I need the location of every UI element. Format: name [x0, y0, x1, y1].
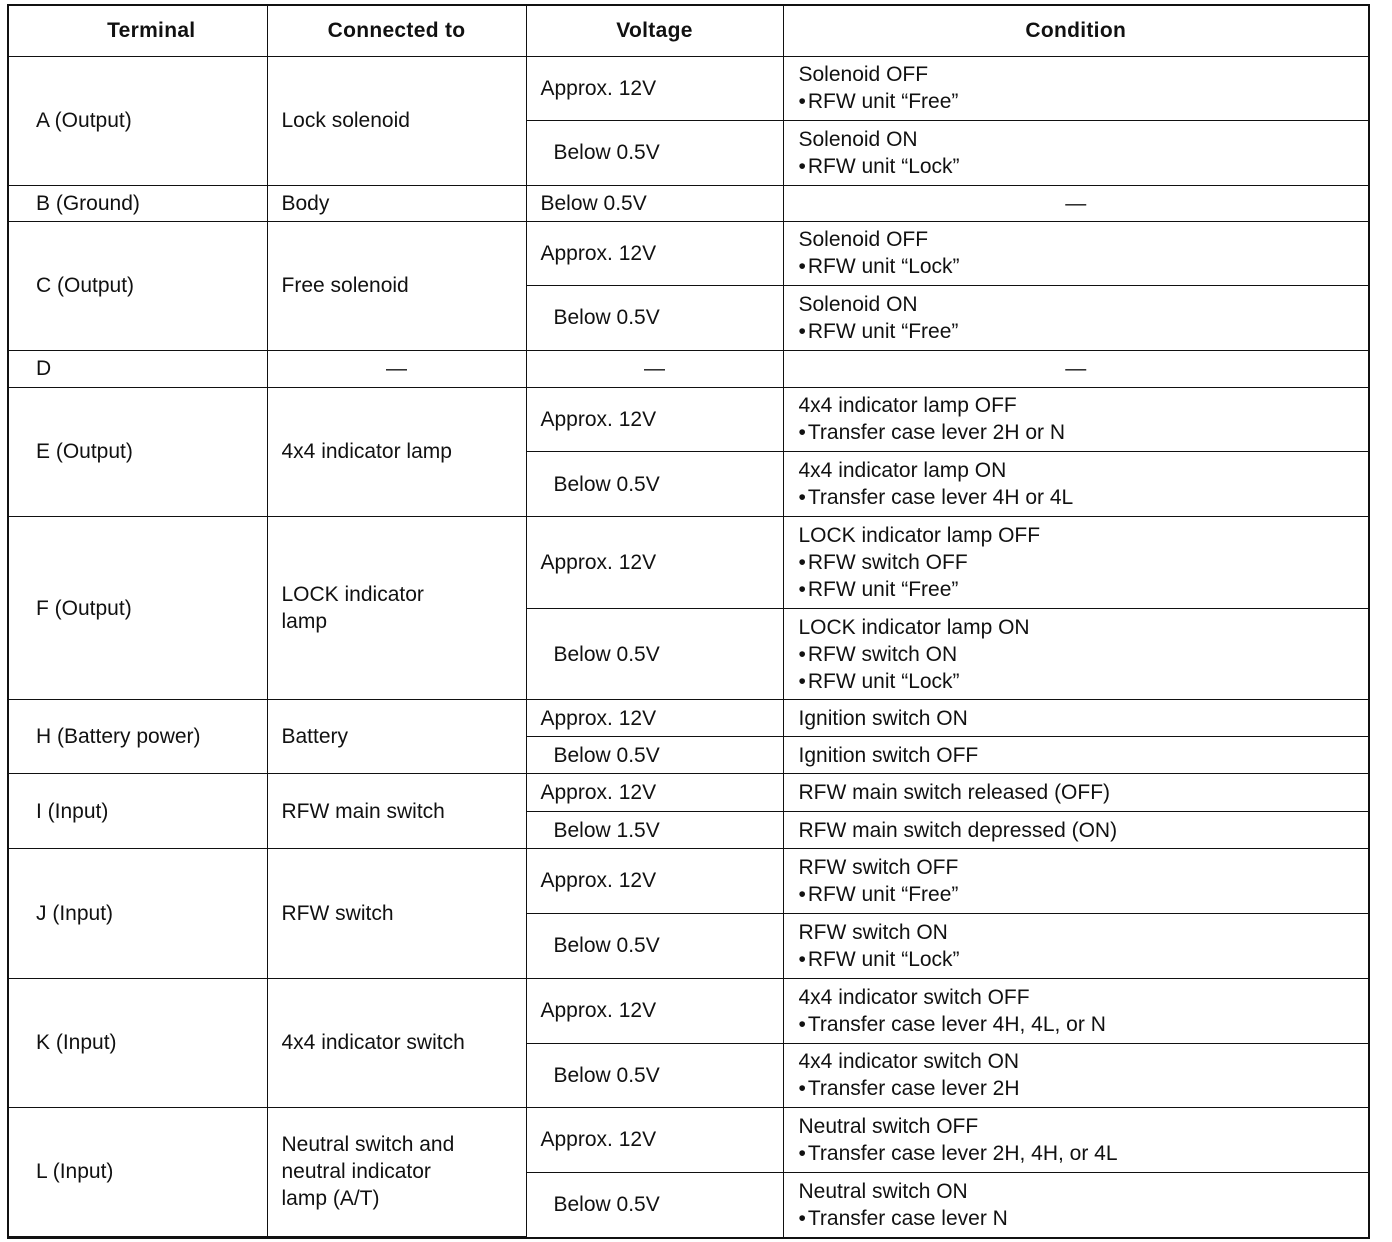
- condition-cell: [783, 120, 1368, 185]
- condition-line: Solenoid ON: [798, 292, 918, 316]
- voltage-cell: [526, 978, 783, 1043]
- voltage-cell: [526, 517, 783, 609]
- terminal-cell: [9, 517, 267, 700]
- condition-cell: [783, 350, 1368, 387]
- connected-to-line: Free solenoid: [281, 274, 409, 298]
- condition-cell: [783, 1043, 1368, 1107]
- voltage-cell: [526, 609, 783, 700]
- condition-line: Ignition switch OFF: [798, 743, 979, 767]
- connected-to-cell: [267, 774, 526, 849]
- voltage-cell: [526, 56, 783, 120]
- connected-to-line: RFW switch: [281, 902, 394, 926]
- voltage-value: —: [644, 357, 665, 381]
- condition-cell: [783, 451, 1368, 516]
- condition-line: RFW switch ON: [798, 920, 948, 944]
- table-body: [9, 56, 1368, 1237]
- condition-cell: [783, 609, 1368, 700]
- condition-bullet: • RFW unit “Lock”: [799, 946, 1369, 973]
- connected-to-line: 4x4 indicator switch: [281, 1031, 465, 1055]
- voltage-cell: [526, 285, 783, 350]
- table-row: [9, 1107, 1368, 1172]
- voltage-cell: [526, 221, 783, 285]
- condition-line: —: [1065, 357, 1087, 381]
- condition-cell: [783, 737, 1368, 774]
- condition-bullet: • RFW unit “Lock”: [799, 153, 1369, 180]
- voltage-value: Below 1.5V: [553, 818, 660, 842]
- condition-cell: [783, 1107, 1368, 1172]
- voltage-value: Approx. 12V: [540, 999, 657, 1023]
- terminal-cell: [9, 774, 267, 849]
- terminal-cell: [9, 1107, 267, 1236]
- condition-cell: [783, 285, 1368, 350]
- condition-cell: [783, 56, 1368, 120]
- terminal-label: E (Output): [36, 440, 133, 464]
- condition-bullet: • RFW unit “Free”: [799, 576, 1369, 603]
- voltage-cell: [526, 120, 783, 185]
- terminal-label: K (Input): [36, 1031, 117, 1055]
- header-row: [9, 6, 1368, 56]
- connected-to-line: Neutral switch and: [281, 1133, 455, 1157]
- condition-line: 4x4 indicator lamp OFF: [798, 394, 1017, 418]
- terminal-cell: [9, 849, 267, 978]
- condition-bullet: • RFW unit “Free”: [799, 88, 1369, 115]
- connected-to-cell: [267, 849, 526, 978]
- header-connected-to: Connected to: [267, 6, 526, 56]
- voltage-value: Below 0.5V: [553, 642, 660, 666]
- condition-cell: [783, 913, 1368, 978]
- voltage-cell: [526, 387, 783, 451]
- connected-to-line: RFW main switch: [281, 799, 445, 823]
- condition-cell: [783, 812, 1368, 849]
- voltage-cell: [526, 350, 783, 387]
- connected-to-line: neutral indicator: [281, 1160, 431, 1184]
- terminal-label: H (Battery power): [36, 725, 201, 749]
- connected-to-line: lamp (A/T): [281, 1187, 380, 1211]
- condition-line: Solenoid OFF: [798, 63, 929, 87]
- voltage-value: Below 0.5V: [553, 1063, 660, 1087]
- condition-bullet: • RFW unit “Lock”: [799, 668, 1369, 695]
- voltage-value: Below 0.5V: [553, 141, 660, 165]
- condition-cell: [783, 849, 1368, 913]
- connected-to-cell: [267, 350, 526, 387]
- condition-bullet: • Transfer case lever 2H, 4H, or 4L: [799, 1140, 1369, 1167]
- terminal-label: I (Input): [36, 799, 109, 823]
- voltage-value: Approx. 12V: [540, 781, 657, 805]
- condition-cell: [783, 1172, 1368, 1236]
- connected-to-line: lamp: [281, 610, 328, 634]
- terminal-table: [9, 6, 1368, 1237]
- condition-line: Neutral switch ON: [798, 1179, 968, 1203]
- table-row: [9, 350, 1368, 387]
- condition-cell: [783, 221, 1368, 285]
- header-condition: Condition: [783, 6, 1368, 56]
- terminal-label: F (Output): [36, 596, 132, 620]
- terminal-label: B (Ground): [36, 191, 140, 215]
- condition-bullet: • RFW unit “Lock”: [799, 253, 1369, 280]
- voltage-value: Approx. 12V: [540, 1128, 657, 1152]
- connected-to-cell: [267, 1107, 526, 1236]
- voltage-value: Below 0.5V: [553, 934, 660, 958]
- condition-line: Solenoid OFF: [798, 228, 929, 252]
- condition-line: 4x4 indicator lamp ON: [798, 459, 1007, 482]
- voltage-cell: [526, 1172, 783, 1236]
- condition-line: —: [1065, 191, 1087, 215]
- condition-bullet: • Transfer case lever 4H, 4L, or N: [799, 1011, 1369, 1038]
- connected-to-line: —: [386, 357, 407, 381]
- condition-line: LOCK indicator lamp ON: [798, 615, 1030, 639]
- table-row: [9, 517, 1368, 609]
- terminal-cell: [9, 978, 267, 1107]
- terminal-cell: [9, 185, 267, 221]
- condition-line: LOCK indicator lamp OFF: [798, 524, 1041, 548]
- connected-to-cell: [267, 700, 526, 774]
- condition-bullet: • RFW switch ON: [799, 641, 1369, 668]
- voltage-value: Below 0.5V: [540, 191, 647, 215]
- voltage-cell: [526, 1107, 783, 1172]
- condition-line: Ignition switch ON: [798, 706, 968, 730]
- voltage-cell: [526, 451, 783, 516]
- connected-to-cell: [267, 978, 526, 1107]
- condition-cell: [783, 185, 1368, 221]
- terminal-cell: [9, 700, 267, 774]
- table-row: [9, 700, 1368, 737]
- voltage-cell: [526, 849, 783, 913]
- condition-cell: [783, 774, 1368, 812]
- voltage-value: Approx. 12V: [540, 76, 657, 100]
- voltage-cell: [526, 913, 783, 978]
- voltage-cell: [526, 700, 783, 737]
- condition-cell: [783, 517, 1368, 609]
- voltage-value: Below 0.5V: [553, 306, 660, 330]
- voltage-value: Below 0.5V: [553, 1193, 660, 1217]
- voltage-value: Approx. 12V: [540, 869, 657, 893]
- condition-bullet: • Transfer case lever 2H or N: [799, 419, 1369, 446]
- terminal-cell: [9, 387, 267, 516]
- condition-bullet: • Transfer case lever 4H or 4L: [799, 484, 1369, 511]
- terminal-label: A (Output): [36, 109, 132, 133]
- voltage-value: Approx. 12V: [540, 551, 657, 575]
- condition-line: Solenoid ON: [798, 127, 918, 151]
- connected-to-line: Battery: [281, 725, 349, 749]
- terminal-label: C (Output): [36, 274, 135, 298]
- condition-bullet: • Transfer case lever 2H: [799, 1075, 1369, 1102]
- terminal-cell: [9, 221, 267, 350]
- condition-bullet: • RFW unit “Free”: [799, 881, 1369, 908]
- condition-line: Neutral switch OFF: [798, 1114, 979, 1138]
- connected-to-cell: [267, 221, 526, 350]
- terminal-cell: [9, 350, 267, 387]
- condition-line: 4x4 indicator switch OFF: [798, 985, 1030, 1009]
- table-row: [9, 185, 1368, 221]
- terminal-label: L (Input): [36, 1160, 114, 1184]
- connected-to-cell: [267, 387, 526, 516]
- terminal-cell: [9, 56, 267, 185]
- connected-to-cell: [267, 56, 526, 185]
- table-row: [9, 56, 1368, 120]
- condition-line: RFW main switch released (OFF): [798, 781, 1111, 805]
- table-row: [9, 221, 1368, 285]
- voltage-cell: [526, 774, 783, 812]
- condition-bullet: • RFW switch OFF: [799, 549, 1369, 576]
- voltage-cell: [526, 185, 783, 221]
- table-row: [9, 849, 1368, 913]
- connected-to-cell: [267, 185, 526, 221]
- voltage-value: Approx. 12V: [540, 407, 657, 431]
- table-row: [9, 978, 1368, 1043]
- condition-bullet: • Transfer case lever N: [799, 1205, 1369, 1232]
- condition-line: RFW switch OFF: [798, 855, 959, 879]
- condition-cell: [783, 978, 1368, 1043]
- voltage-value: Below 0.5V: [553, 472, 660, 496]
- header-voltage: Voltage: [526, 6, 783, 56]
- header-terminal: Terminal: [9, 6, 267, 56]
- terminal-voltage-table: [7, 4, 1370, 1239]
- voltage-value: Approx. 12V: [540, 241, 657, 265]
- voltage-cell: [526, 812, 783, 849]
- condition-cell: [783, 387, 1368, 451]
- voltage-cell: [526, 737, 783, 774]
- voltage-value: Below 0.5V: [553, 743, 660, 767]
- connected-to-line: Lock solenoid: [281, 109, 410, 133]
- connected-to-cell: [267, 517, 526, 700]
- voltage-cell: [526, 1043, 783, 1107]
- condition-line: 4x4 indicator switch ON: [798, 1050, 1020, 1074]
- condition-cell: [783, 700, 1368, 737]
- condition-bullet: • RFW unit “Free”: [799, 318, 1369, 345]
- connected-to-line: 4x4 indicator lamp: [281, 440, 452, 464]
- condition-line: RFW main switch depressed (ON): [798, 818, 1118, 842]
- connected-to-line: LOCK indicator: [281, 583, 424, 607]
- table-row: [9, 387, 1368, 451]
- table-row: [9, 774, 1368, 812]
- terminal-label: D: [36, 357, 52, 381]
- voltage-value: Approx. 12V: [540, 706, 657, 730]
- connected-to-line: Body: [281, 191, 330, 215]
- terminal-label: J (Input): [36, 902, 114, 926]
